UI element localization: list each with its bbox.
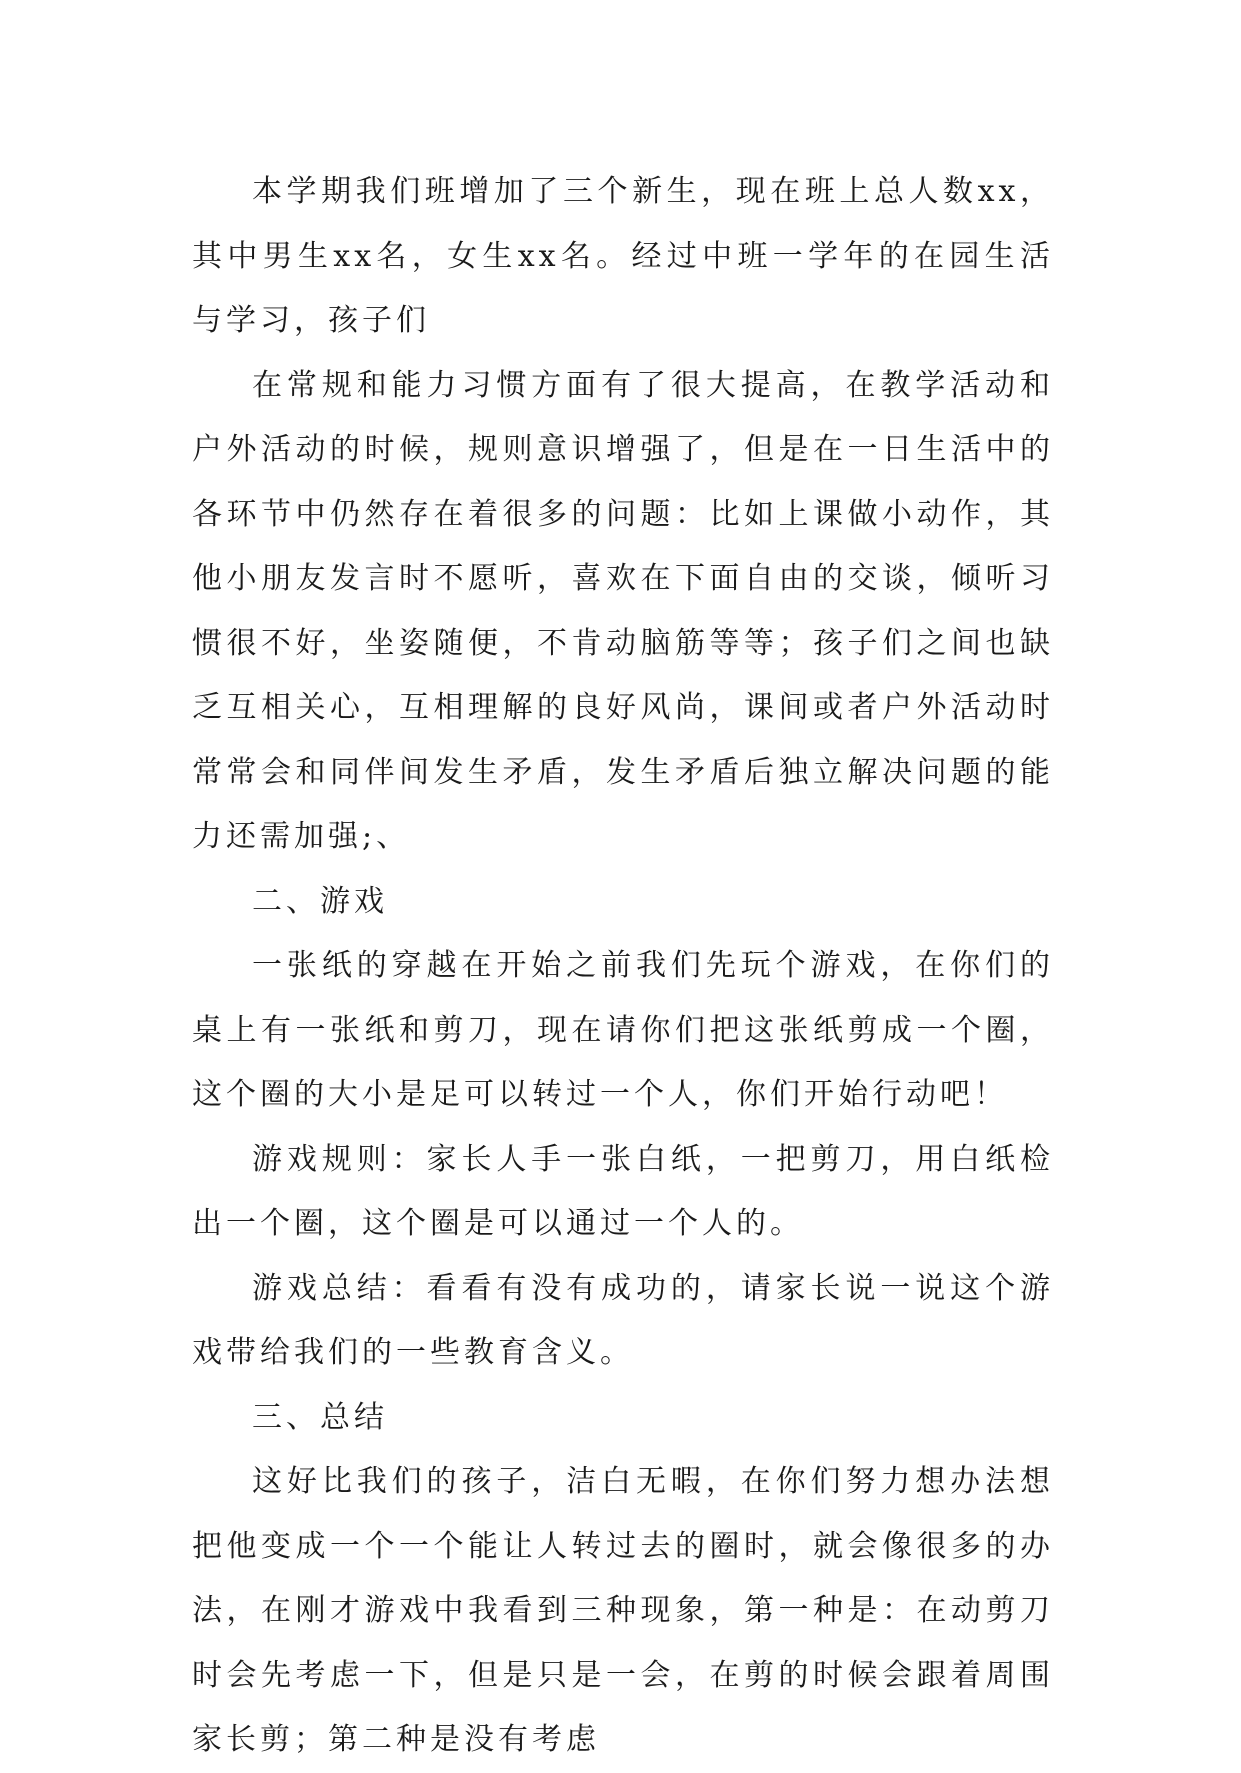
paragraph-game-rules: 游戏规则：家长人手一张白纸，一把剪刀，用白纸检出一个圈，这个圈是可以通过一个人的。 bbox=[192, 1141, 1054, 1241]
paragraph-habits-issues: 在常规和能力习惯方面有了很大提高，在教学活动和户外活动的时候，规则意识增强了，但是在一日生活中的各环节中仍然存在着很多的问题：比如上课做小动作，其他小朋友发言时不愿听，喜欢在下面自由的交谈，倾听习惯很不好，坐姿随便，不肯动脑筋等等；孩子们之间也缺乏互相关心，互相理解的良好风尚，课间或者户外活动时常常会和同伴间发生矛盾，发生矛盾后独立解决问题的能力还需加强;、 bbox=[192, 367, 1054, 854]
paragraph-game-summary: 游戏总结：看看有没有成功的，请家长说一说这个游戏带给我们的一些教育含义。 bbox=[192, 1270, 1054, 1370]
paragraph-class-overview: 本学期我们班增加了三个新生，现在班上总人数xx，其中男生xx名，女生xx名。经过中班一学年的在园生活与学习，孩子们 bbox=[192, 174, 1054, 338]
paragraph-game-intro: 一张纸的穿越在开始之前我们先玩个游戏，在你们的桌上有一张纸和剪刀，现在请你们把这张纸剪成一个圈，这个圈的大小是足可以转过一个人，你们开始行动吧！ bbox=[192, 948, 1054, 1112]
section-heading-summary: 三、总结 bbox=[252, 1399, 388, 1435]
document-body bbox=[192, 160, 1054, 1773]
paragraph-summary-body: 这好比我们的孩子，洁白无暇，在你们努力想办法想把他变成一个一个能让人转过去的圈时，就会像很多的办法，在刚才游戏中我看到三种现象，第一种是：在动剪刀时会先考虑一下，但是只是一会，在剪的时候会跟着周围家长剪；第二种是没有考虑 bbox=[192, 1464, 1054, 1757]
section-heading-game: 二、游戏 bbox=[252, 883, 388, 919]
